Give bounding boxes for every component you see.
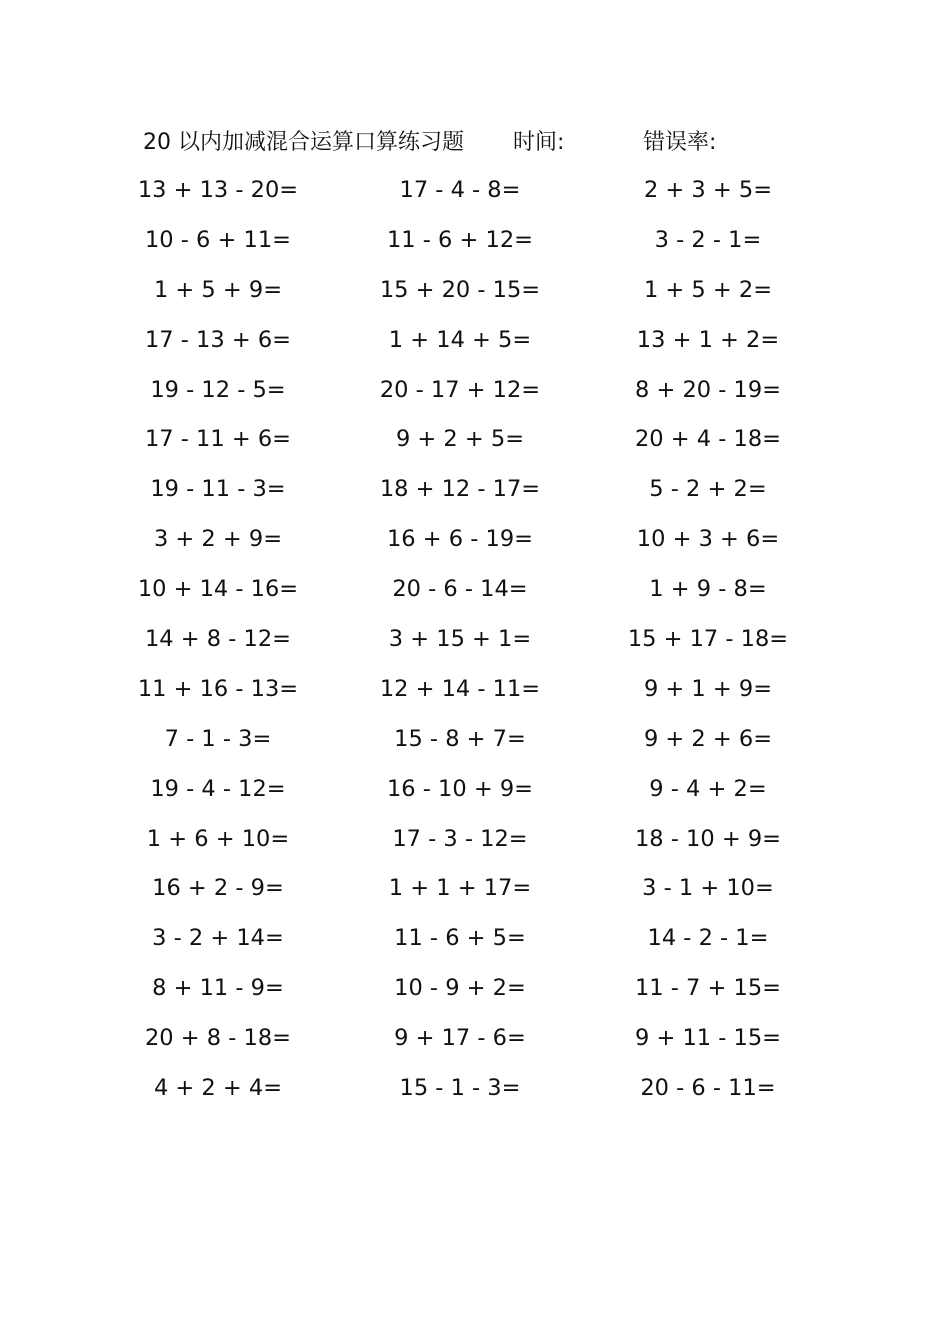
worksheet-header [143, 126, 843, 160]
problem-row [0, 216, 950, 266]
arithmetic-problem: 8 + 20 - 19= [634, 376, 781, 403]
problem-row [0, 316, 950, 366]
arithmetic-problem: 9 + 1 + 9= [643, 675, 773, 702]
arithmetic-problem: 15 - 8 + 7= [394, 725, 526, 752]
arithmetic-problem: 1 + 9 - 8= [649, 576, 767, 603]
arithmetic-problem: 10 + 14 - 16= [137, 576, 299, 603]
arithmetic-problem: 1 + 14 + 5= [388, 326, 532, 353]
arithmetic-problem: 20 + 8 - 18= [144, 1025, 291, 1052]
arithmetic-problem: 15 - 1 - 3= [399, 1075, 521, 1102]
worksheet-title: 20 以内加减混合运算口算练习题 [143, 130, 464, 155]
arithmetic-problem: 17 - 3 - 12= [392, 825, 528, 852]
arithmetic-problem: 15 + 17 - 18= [627, 626, 789, 653]
arithmetic-problem: 10 + 3 + 6= [636, 526, 780, 553]
arithmetic-problem: 3 - 2 - 1= [654, 226, 762, 253]
arithmetic-problem: 5 - 2 + 2= [649, 476, 767, 503]
problem-row [0, 665, 950, 715]
problem-row [0, 366, 950, 416]
time-label: 时间: [513, 130, 565, 155]
arithmetic-problem: 11 - 6 + 5= [394, 925, 526, 952]
arithmetic-problem: 3 - 1 + 10= [642, 875, 774, 902]
arithmetic-problem: 19 - 11 - 3= [150, 476, 286, 503]
arithmetic-problem: 20 - 17 + 12= [379, 376, 541, 403]
arithmetic-problem: 1 + 6 + 10= [146, 825, 290, 852]
arithmetic-problem: 20 - 6 - 14= [392, 576, 528, 603]
problem-row [0, 964, 950, 1014]
arithmetic-problem: 14 + 8 - 12= [144, 626, 291, 653]
arithmetic-problem: 20 - 6 - 11= [640, 1075, 776, 1102]
problem-row [0, 266, 950, 316]
arithmetic-problem: 1 + 5 + 9= [153, 276, 283, 303]
arithmetic-problem: 2 + 3 + 5= [643, 177, 773, 203]
problem-row [0, 864, 950, 914]
problem-row [0, 465, 950, 515]
arithmetic-problem: 10 - 9 + 2= [394, 975, 526, 1002]
arithmetic-problem: 17 - 11 + 6= [144, 426, 291, 453]
arithmetic-problem: 3 + 2 + 9= [153, 526, 283, 553]
arithmetic-problem: 9 + 17 - 6= [394, 1025, 526, 1052]
arithmetic-problem: 13 + 1 + 2= [636, 326, 780, 353]
arithmetic-problem: 7 - 1 - 3= [164, 725, 272, 752]
arithmetic-problem: 11 - 6 + 12= [386, 226, 533, 253]
arithmetic-problem: 4 + 2 + 4= [153, 1075, 283, 1102]
arithmetic-problem: 9 + 2 + 6= [643, 725, 773, 752]
problem-row [0, 815, 950, 865]
arithmetic-problem: 19 - 12 - 5= [150, 376, 286, 403]
arithmetic-problem: 9 - 4 + 2= [649, 775, 767, 802]
arithmetic-problem: 13 + 13 - 20= [137, 177, 299, 203]
problem-row [0, 415, 950, 465]
arithmetic-problem: 12 + 14 - 11= [379, 675, 541, 702]
arithmetic-problem: 16 - 10 + 9= [386, 775, 533, 802]
arithmetic-problem: 17 - 4 - 8= [399, 177, 521, 203]
arithmetic-problem: 3 + 15 + 1= [388, 626, 532, 653]
arithmetic-problem: 3 - 2 + 14= [152, 925, 284, 952]
arithmetic-problem: 16 + 2 - 9= [152, 875, 284, 902]
problem-row [0, 565, 950, 615]
problem-grid [0, 166, 950, 1114]
arithmetic-problem: 15 + 20 - 15= [379, 276, 541, 303]
arithmetic-problem: 14 - 2 - 1= [647, 925, 769, 952]
arithmetic-problem: 18 - 10 + 9= [634, 825, 781, 852]
problem-row [0, 615, 950, 665]
problem-row [0, 166, 950, 216]
arithmetic-problem: 11 + 16 - 13= [137, 675, 299, 702]
arithmetic-problem: 19 - 4 - 12= [150, 775, 286, 802]
problem-row [0, 515, 950, 565]
arithmetic-problem: 20 + 4 - 18= [634, 426, 781, 453]
problem-row [0, 715, 950, 765]
arithmetic-problem: 10 - 6 + 11= [144, 226, 291, 253]
arithmetic-problem: 16 + 6 - 19= [386, 526, 533, 553]
arithmetic-problem: 9 + 11 - 15= [634, 1025, 781, 1052]
arithmetic-problem: 11 - 7 + 15= [634, 975, 781, 1002]
arithmetic-problem: 8 + 11 - 9= [152, 975, 284, 1002]
arithmetic-problem: 1 + 5 + 2= [643, 276, 773, 303]
arithmetic-problem: 18 + 12 - 17= [379, 476, 541, 503]
error-rate-label: 错误率: [643, 130, 717, 155]
problem-row [0, 1014, 950, 1064]
arithmetic-problem: 9 + 2 + 5= [395, 426, 525, 453]
arithmetic-problem: 17 - 13 + 6= [144, 326, 291, 353]
arithmetic-problem: 1 + 1 + 17= [388, 875, 532, 902]
problem-row [0, 914, 950, 964]
problem-row [0, 1064, 950, 1114]
problem-row [0, 765, 950, 815]
